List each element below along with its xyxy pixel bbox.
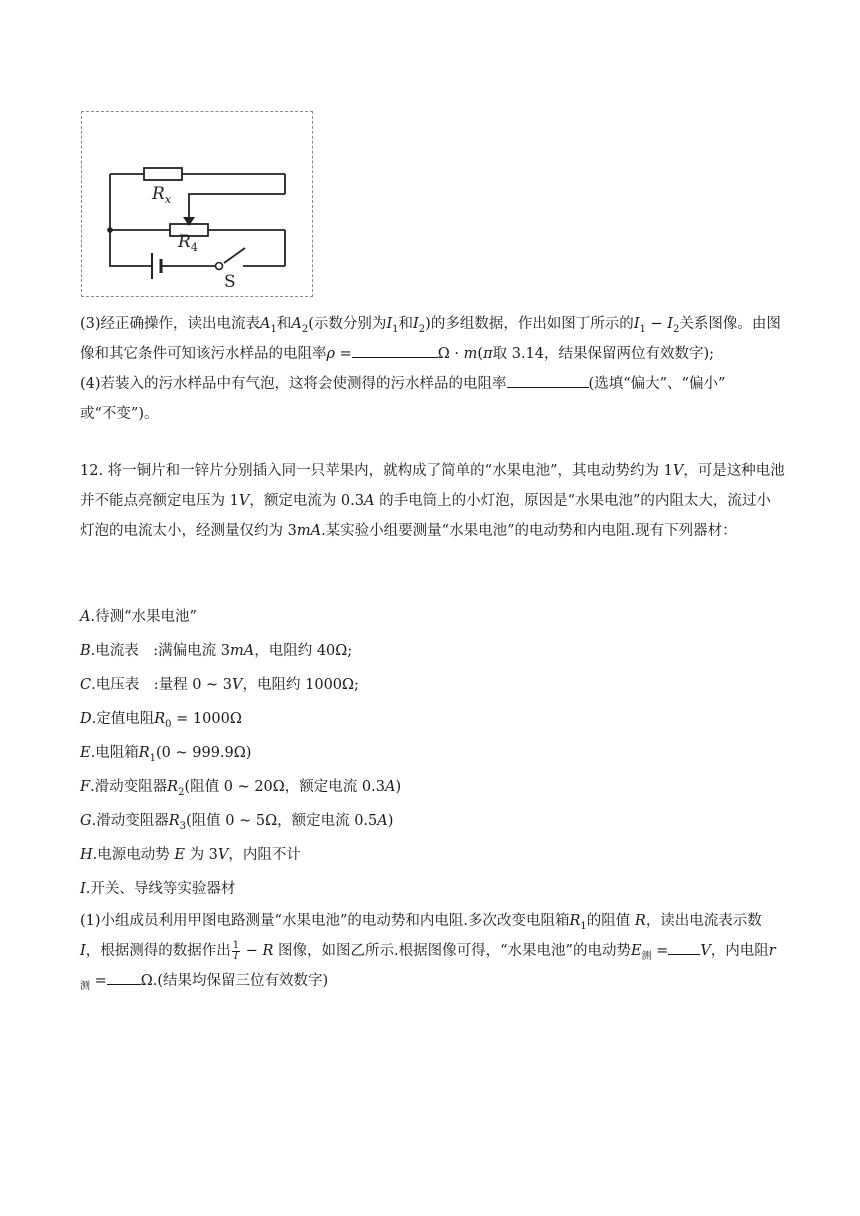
list-item: F.滑动变阻器$R_2$(阻值 0 ~ 20Ω，额定电流 0.3A) bbox=[80, 779, 402, 798]
list-item: D.定值电阻$R_0 = 1000\Omega$ bbox=[80, 711, 242, 730]
r4-label: R bbox=[178, 232, 191, 252]
circuit-diagram bbox=[82, 112, 314, 298]
question-12-part-1: (1)小组成员利用甲图电路测量“水果电池”的电动势和内电阻.多次改变电阻箱$R_1$的阻值 R，读出电流表示数 I，根据测得的数据作出 $\frac{1}{I}$ − R 图像，如图乙所示.根据图像可得，“水果电池”的电动势$E_测 = V$，内电阻$r_测 = \Omega$.(结果均保留三位有效数字) bbox=[80, 913, 776, 992]
rx-label: R bbox=[152, 184, 165, 204]
list-item: A.待测“水果电池” bbox=[80, 609, 197, 625]
list-item: B.电流表 :满偏电流 3mA，电阻约 40Ω; bbox=[80, 643, 353, 659]
switch-label: S bbox=[224, 272, 236, 292]
rho-blank[interactable] bbox=[352, 343, 438, 358]
question-12-intro: 12. 将一铜片和一锌片分别插入同一只苹果内，就构成了简单的“水果电池”，其电动势约为 1V，可是这种电池并不能点亮额定电压为 1V，额定电流为 0.3A 的手电筒上的小灯泡，原因是“水果电池”的内阻太大，流过小灯泡的电流太小，经测量仅约为 3mA.某实验小组要测量“水果电池”的电动势和内电阻.现有下列器材： bbox=[80, 463, 785, 539]
list-item: G.滑动变阻器$R_3$(阻值 0 ~ 5Ω，额定电流 0.5A) bbox=[80, 813, 394, 832]
fraction-one-over-i: $\frac{1}{I}$ bbox=[232, 939, 240, 962]
rx-label-sub: x bbox=[164, 193, 172, 206]
junction-dot bbox=[107, 227, 113, 233]
list-item: E.电阻箱$R_1(0$ ~ 999.9Ω) bbox=[80, 745, 252, 764]
question-4: (4)若装入的污水样品中有气泡，这将会使测得的污水样品的电阻率 (选填“偏大”、“偏小” 或“不变”)。 bbox=[80, 369, 785, 429]
list-item: C.电压表 :量程 0 ~ 3V，电阻约 1000Ω; bbox=[80, 677, 359, 693]
bubble-effect-blank[interactable] bbox=[507, 373, 589, 388]
list-item: I.开关、导线等实验器材 bbox=[80, 881, 236, 897]
switch-terminal bbox=[216, 263, 223, 270]
rx-resistor bbox=[144, 168, 182, 180]
r4-label-sub: 4 bbox=[190, 241, 198, 254]
internal-resistance-blank[interactable] bbox=[107, 970, 141, 985]
svg-text:Rx bbox=[151, 184, 172, 206]
question-3: (3)经正确操作，读出电流表$A_1$和$A_2$(示数分别为$I_1$和$I_2$)的多组数据，作出如图丁所示的$I_1 - I_2$关系图像。由图像和其它条件可知该污水样品的电阻率ρ = Ω · m(π取 3.14，结果保留两位有效数字); bbox=[80, 316, 781, 362]
circuit-figure bbox=[81, 111, 313, 297]
emf-blank[interactable] bbox=[668, 940, 700, 955]
list-item: H.电源电动势 E 为 3V，内阻不计 bbox=[80, 847, 301, 863]
switch-lever bbox=[224, 248, 245, 263]
